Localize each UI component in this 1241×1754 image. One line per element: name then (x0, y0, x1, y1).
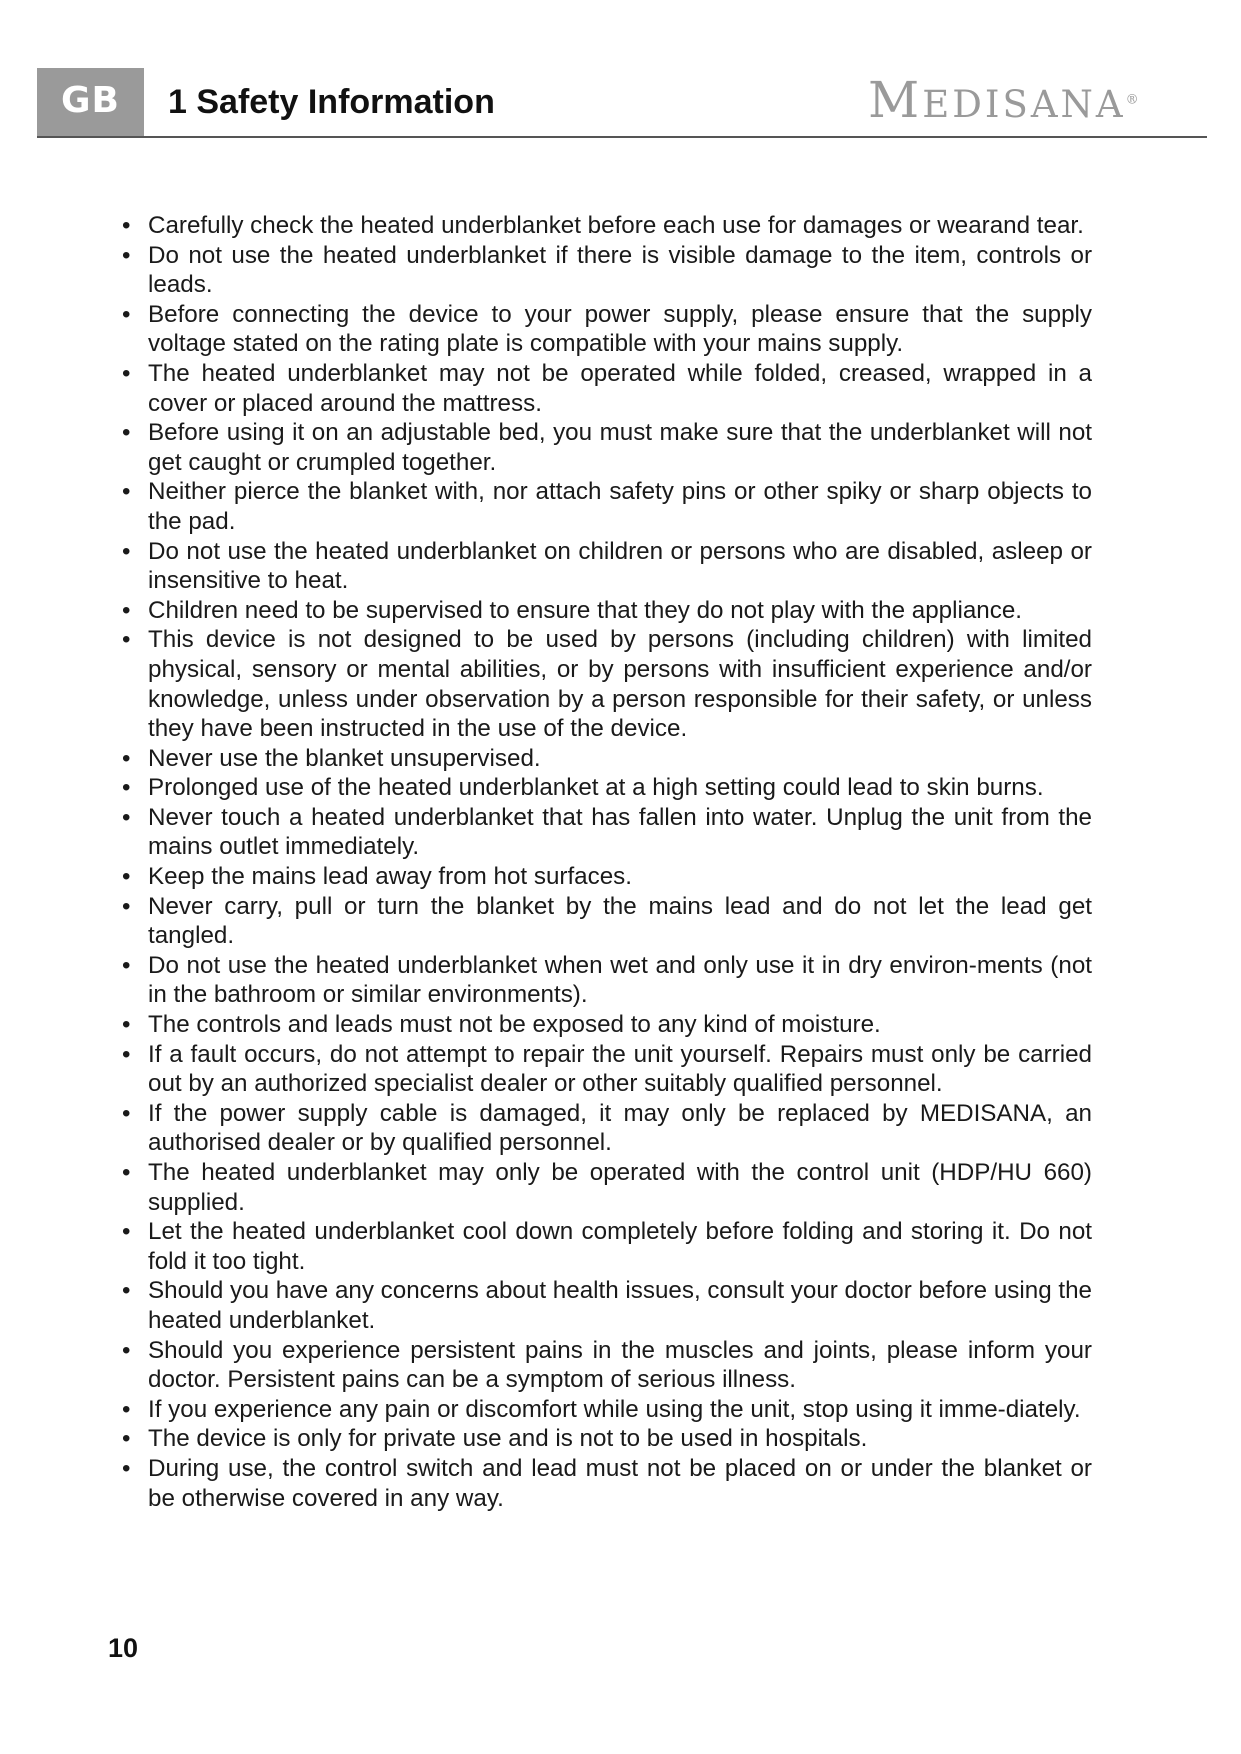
safety-item-text: Keep the mains lead away from hot surfaces. (148, 863, 632, 891)
safety-instructions-list (118, 211, 1092, 1513)
bullet-icon: • (122, 596, 131, 624)
safety-item-text: The device is only for private use and is not to be used in hospitals. (148, 1425, 868, 1453)
bullet-icon: • (122, 803, 131, 831)
safety-item-text: Never touch a heated underblanket that has fallen into water. Unplug the unit from the mains outlet immediately. (148, 803, 1092, 861)
safety-list-item (118, 241, 1092, 300)
bullet-icon: • (122, 537, 131, 565)
safety-item-text: Before connecting the device to your power supply, please ensure that the supply voltage stated on the rating plate is compatible with your mains supply. (148, 300, 1092, 358)
bullet-icon: • (122, 241, 131, 269)
header-divider (37, 136, 1207, 138)
bullet-icon: • (122, 1159, 131, 1186)
bullet-icon: • (122, 951, 131, 979)
bullet-icon: • (122, 1425, 131, 1453)
safety-item-text: The heated underblanket may only be operated with the control unit (HDP/HU 660) supplied. (148, 1159, 1092, 1216)
safety-list-item (118, 477, 1092, 536)
safety-item-text: Do not use the heated underblanket if there is visible damage to the item, controls or leads. (148, 241, 1092, 299)
safety-list-item (118, 773, 1092, 803)
safety-list-item (118, 625, 1092, 743)
safety-item-text: This device is not designed to be used by persons (including children) with limited physical, sensory or mental abilities, or by persons with insufficient experience and/or knowledge, unless under observation by a person responsible for their safety, or unless they have been instructed in the use of the device. (148, 626, 1092, 743)
safety-item-text: Do not use the heated underblanket on children or persons who are disabled, asleep or insensitive to heat. (148, 537, 1092, 595)
safety-item-text: Should you have any concerns about health issues, consult your doctor before using the heated underblanket. (148, 1277, 1092, 1334)
safety-list-item (118, 1424, 1092, 1454)
safety-item-text: During use, the control switch and lead must not be placed on or under the blanket or be otherwise covered in any way. (148, 1454, 1092, 1512)
safety-list-item (118, 1454, 1092, 1513)
safety-list-item (118, 1336, 1092, 1395)
bullet-icon: • (122, 1395, 131, 1423)
safety-list-item (118, 1217, 1092, 1276)
bullet-icon: • (122, 863, 131, 891)
bullet-icon: • (122, 626, 131, 654)
bullet-icon: • (122, 212, 131, 239)
safety-item-text: Prolonged use of the heated underblanket at a high setting could lead to skin burns. (148, 774, 1044, 802)
safety-list-item (118, 1099, 1092, 1158)
safety-list-item (118, 537, 1092, 596)
bullet-icon: • (122, 774, 131, 802)
safety-item-text: If a fault occurs, do not attempt to repair the unit yourself. Repairs must only be carried out by an authorized specialist dealer or other suitably qualified personnel. (148, 1040, 1092, 1098)
registered-mark: ® (1125, 92, 1139, 108)
bullet-icon: • (122, 1099, 131, 1127)
bullet-icon: • (122, 744, 131, 772)
safety-list-item (118, 211, 1092, 241)
page-number: 10 (108, 1633, 139, 1663)
bullet-icon: • (122, 1336, 131, 1364)
safety-list-item (118, 803, 1092, 862)
safety-list-item (118, 596, 1092, 626)
bullet-icon: • (122, 478, 131, 506)
bullet-icon: • (122, 1277, 131, 1305)
safety-list-item (118, 951, 1092, 1010)
bullet-icon: • (122, 1218, 131, 1246)
safety-list-item (118, 1158, 1092, 1217)
safety-item-text: Neither pierce the blanket with, nor attach safety pins or other spiky or sharp objects to the pad. (148, 478, 1092, 535)
safety-item-text: Let the heated underblanket cool down completely before folding and storing it. Do not fold it too tight. (148, 1218, 1092, 1275)
bullet-icon: • (122, 300, 131, 328)
safety-item-text: The controls and leads must not be exposed to any kind of moisture. (148, 1011, 881, 1039)
bullet-icon: • (122, 419, 131, 447)
safety-item-text: Never carry, pull or turn the blanket by the mains lead and do not let the lead get tangled. (148, 892, 1092, 950)
brand-logo-initial: M (868, 71, 923, 129)
safety-list-item (118, 1276, 1092, 1335)
safety-item-text: If the power supply cable is damaged, it may only be replaced by MEDISANA, an authorised dealer or by qualified personnel. (148, 1099, 1092, 1157)
safety-list-item (118, 418, 1092, 477)
brand-logo-text: EDISANA (922, 83, 1126, 126)
bullet-icon: • (122, 1011, 131, 1039)
safety-item-text: Children need to be supervised to ensure that they do not play with the appliance. (148, 596, 1023, 624)
bullet-icon: • (122, 892, 131, 920)
safety-list-item (118, 1395, 1092, 1425)
safety-item-text: The heated underblanket may not be operated while folded, creased, wrapped in a cover or placed around the mattress. (148, 359, 1092, 417)
safety-list-item (118, 1040, 1092, 1099)
safety-list-item (118, 744, 1092, 774)
safety-list-item (118, 892, 1092, 951)
safety-list-item (118, 862, 1092, 892)
bullet-icon: • (122, 1454, 131, 1482)
safety-item-text: Never use the blanket unsupervised. (148, 744, 541, 772)
safety-item-text: Should you experience persistent pains in the muscles and joints, please inform your doctor. Persistent pains can be a symptom of serious illness. (148, 1336, 1092, 1394)
safety-list-item (118, 300, 1092, 359)
language-tab: GB (37, 68, 144, 136)
page-title: 1 Safety Information (168, 83, 495, 121)
bullet-icon: • (122, 359, 131, 387)
safety-item-text: Before using it on an adjustable bed, you must make sure that the underblanket will not get caught or crumpled together. (148, 419, 1092, 476)
bullet-icon: • (122, 1040, 131, 1068)
safety-list-item (118, 1010, 1092, 1040)
safety-list-item (118, 359, 1092, 418)
safety-item-text: If you experience any pain or discomfort while using the unit, stop using it imme-diately. (148, 1395, 1081, 1423)
brand-logo (868, 71, 1139, 131)
safety-item-text: Carefully check the heated underblanket before each use for damages or wearand tear. (148, 212, 1084, 239)
safety-item-text: Do not use the heated underblanket when wet and only use it in dry environ-ments (not in the bathroom or similar environments). (148, 951, 1092, 1009)
